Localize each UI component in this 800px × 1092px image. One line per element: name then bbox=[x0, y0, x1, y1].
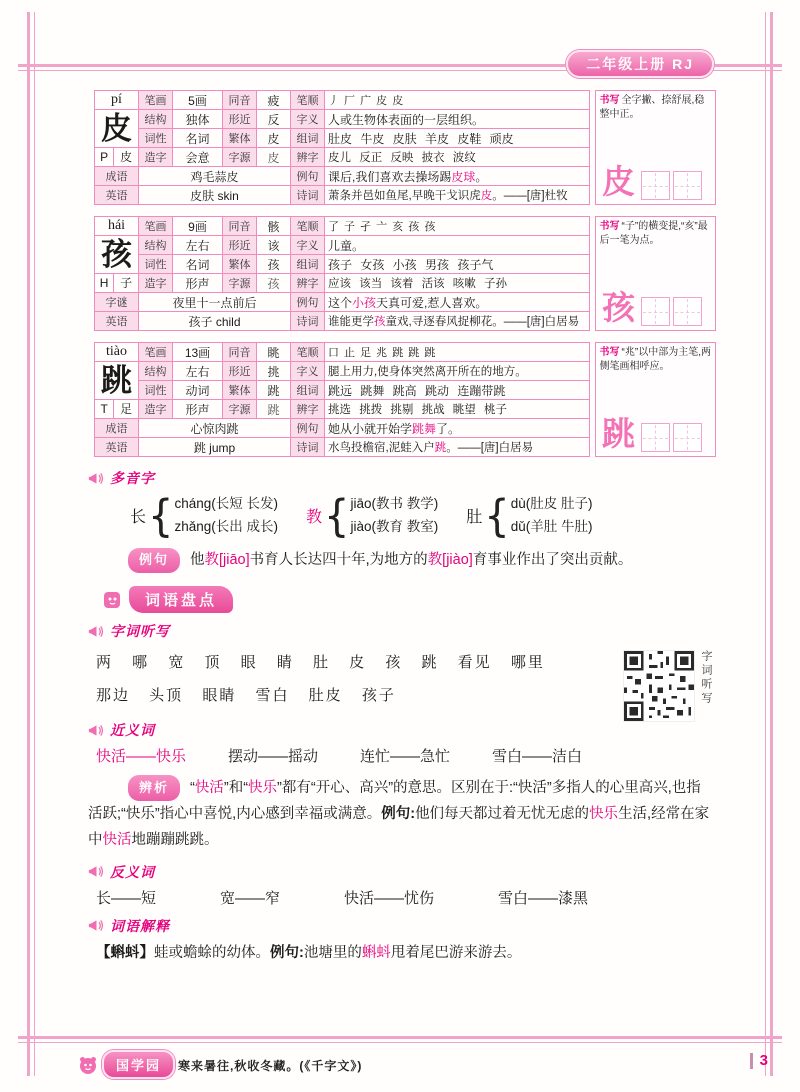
index-letter: H bbox=[95, 274, 114, 292]
writing-tip-label: 书写 bbox=[599, 221, 620, 232]
dictation-line: 两 哪 宽 顶 眼 睛 肚 皮 孩 跳 看见 哪里 bbox=[96, 654, 545, 672]
pos: 动词 bbox=[173, 381, 223, 400]
idiom: 心惊肉跳 bbox=[139, 419, 291, 438]
similar-form: 挑 bbox=[257, 362, 291, 381]
section-title: 多音字 bbox=[110, 470, 155, 486]
formation: 会意 bbox=[173, 148, 223, 167]
riddle: 夜里十一点前后 bbox=[139, 293, 291, 312]
example-badge: 例句 bbox=[128, 548, 180, 573]
discrimination-text: “快活”和“快乐”都有“开心、高兴”的意思。区别在于:“快活”多指人的心里高兴,也指活跃;“快乐”指心中喜悦,内心感到幸福或满意。例句:他们每天都过着无忧无虑的快乐生活,经常在家中快活地蹦蹦跳跳。 bbox=[88, 780, 710, 849]
english-label: 英语 bbox=[95, 312, 139, 331]
index-cell bbox=[95, 274, 139, 293]
stroke-count: 9画 bbox=[173, 217, 223, 236]
index-wrap bbox=[95, 148, 138, 166]
stroke-count: 13画 bbox=[173, 343, 223, 362]
section-title: 字词听写 bbox=[110, 623, 170, 640]
dictation-line: 那边 头顶 眼睛 雪白 肚皮 孩子 bbox=[96, 687, 396, 705]
poem-label: 诗词 bbox=[291, 312, 325, 331]
seal-script-glyph: 孩 bbox=[257, 274, 291, 293]
stroke-count-label: 笔画 bbox=[139, 91, 173, 110]
index-wrap bbox=[95, 400, 138, 418]
stroke-order: 口 止 足 兆 跳 跳 跳 bbox=[325, 343, 590, 362]
poem: 水鸟投檐宿,泥蛙入户跳。——[唐]白居易 bbox=[325, 438, 590, 457]
stroke-order: 丿 厂 广 皮 皮 bbox=[325, 91, 590, 110]
writing-tip-text: 全字撇、捺舒展,稳整中正。 bbox=[599, 95, 705, 120]
reading-line: jiào(教育 教室) bbox=[350, 518, 439, 534]
index-character: 子 bbox=[120, 276, 133, 290]
main-character: 跳 bbox=[95, 362, 139, 400]
writing-tip bbox=[600, 94, 711, 122]
word-roundup-badge: 词语盘点 bbox=[129, 586, 233, 613]
formation-label: 造字 bbox=[139, 274, 173, 293]
formation-label: 造字 bbox=[139, 400, 173, 419]
poem-label: 诗词 bbox=[291, 438, 325, 457]
polyphone-group bbox=[130, 490, 278, 542]
example-sentence: 这个小孩天真可爱,惹人喜欢。 bbox=[325, 293, 590, 312]
character-table-hai bbox=[94, 216, 590, 331]
index-cell bbox=[95, 400, 139, 419]
pinyin: hái bbox=[95, 217, 139, 236]
discriminate-words: 挑选 挑拨 挑剔 挑战 眺望 桃子 bbox=[325, 400, 590, 419]
section-head-synonyms bbox=[88, 720, 716, 740]
right-inner-border-line bbox=[765, 12, 766, 1076]
idiom-label: 成语 bbox=[95, 419, 139, 438]
stroke-count: 5画 bbox=[173, 91, 223, 110]
model-character: 孩 bbox=[602, 291, 636, 327]
poem: 谁能更学孩童戏,寻逐春风捉柳花。——[唐]白居易 bbox=[325, 312, 590, 331]
practice-row bbox=[600, 167, 711, 200]
practice-row bbox=[600, 419, 711, 452]
word-roundup-head bbox=[102, 586, 716, 613]
structure-label: 结构 bbox=[139, 362, 173, 381]
character-block-pi bbox=[94, 90, 716, 205]
example-label: 例句 bbox=[291, 419, 325, 438]
edition-badge: 二年级上册 RJ bbox=[566, 50, 714, 78]
writing-tip-panel bbox=[595, 216, 716, 331]
discriminate-label: 辨字 bbox=[291, 148, 325, 167]
stroke-order: 了 子 孑 亠 亥 孩 孩 bbox=[325, 217, 590, 236]
structure: 左右 bbox=[173, 236, 223, 255]
pos-label: 词性 bbox=[139, 255, 173, 274]
practice-row bbox=[600, 293, 711, 326]
writing-grid-cell bbox=[673, 297, 702, 326]
stroke-count-label: 笔画 bbox=[139, 217, 173, 236]
meaning-label: 字义 bbox=[291, 110, 325, 129]
index-wrap bbox=[95, 274, 138, 292]
main-character: 皮 bbox=[95, 110, 139, 148]
index-character: 皮 bbox=[120, 150, 133, 164]
reading-line: jiāo(教书 教学) bbox=[350, 496, 439, 511]
pos-label: 词性 bbox=[139, 129, 173, 148]
example-sentence: 她从小就开始学跳舞了。 bbox=[325, 419, 590, 438]
homophone: 骸 bbox=[257, 217, 291, 236]
traditional: 跳 bbox=[257, 381, 291, 400]
section-head-definitions bbox=[88, 916, 716, 936]
character-table-tiao bbox=[94, 342, 590, 457]
discriminate-label: 辨字 bbox=[291, 274, 325, 293]
qr-caption: 字词听写 bbox=[700, 650, 712, 707]
writing-tip-text: “兆”以中部为主笔,两侧笔画相呼应。 bbox=[599, 347, 711, 372]
page-content bbox=[88, 90, 716, 965]
model-character: 皮 bbox=[602, 165, 636, 201]
similar-form: 该 bbox=[257, 236, 291, 255]
section-head-polyphone bbox=[88, 468, 716, 488]
writing-grid-cell bbox=[673, 171, 702, 200]
poem: 萧条并邑如鱼尾,早晚干戈识虎皮。——[唐]杜牧 bbox=[325, 186, 590, 205]
homophone: 疲 bbox=[257, 91, 291, 110]
section-head-antonyms bbox=[88, 862, 716, 882]
stroke-order-label: 笔顺 bbox=[291, 91, 325, 110]
index-letter: P bbox=[95, 148, 114, 166]
writing-grid-cell bbox=[641, 171, 670, 200]
homophone-label: 同音 bbox=[223, 91, 257, 110]
poem-label: 诗词 bbox=[291, 186, 325, 205]
pinyin: pí bbox=[95, 91, 139, 110]
megaphone-icon bbox=[88, 470, 105, 487]
structure-label: 结构 bbox=[139, 236, 173, 255]
left-inner-border-line bbox=[34, 12, 35, 1076]
reading-line: zhǎng(长出 成长) bbox=[174, 518, 278, 534]
antonym-pairs: 长——短 宽——窄 快活——忧伤 雪白——漆黑 bbox=[96, 889, 589, 907]
seal-script-glyph: 跳 bbox=[257, 400, 291, 419]
words-label: 组词 bbox=[291, 129, 325, 148]
model-character: 跳 bbox=[602, 417, 636, 453]
reading-line: cháng(长短 长发) bbox=[174, 496, 278, 511]
example-sentence: 课后,我们喜欢去操场踢皮球。 bbox=[325, 167, 590, 186]
polyphone-readings bbox=[511, 493, 593, 539]
brand-badge: 国学园 bbox=[102, 1050, 175, 1079]
writing-tip-label: 书写 bbox=[599, 95, 620, 106]
polyphone-example bbox=[88, 548, 712, 573]
mascot-icon bbox=[78, 1055, 98, 1075]
pos-label: 词性 bbox=[139, 381, 173, 400]
traditional-label: 繁体 bbox=[223, 381, 257, 400]
homophone: 眺 bbox=[257, 343, 291, 362]
polyphone-character: 教 bbox=[306, 509, 323, 527]
writing-grid-cell bbox=[641, 423, 670, 452]
english: 跳 jump bbox=[139, 438, 291, 457]
discrimination-note bbox=[88, 775, 712, 853]
formation: 形声 bbox=[173, 274, 223, 293]
riddle-label: 字谜 bbox=[95, 293, 139, 312]
writing-grid-cell bbox=[641, 297, 670, 326]
footer-rule-thick bbox=[18, 1036, 782, 1039]
etymology-label: 字源 bbox=[223, 400, 257, 419]
homophone-label: 同音 bbox=[223, 217, 257, 236]
traditional-label: 繁体 bbox=[223, 255, 257, 274]
etymology-label: 字源 bbox=[223, 148, 257, 167]
traditional-label: 繁体 bbox=[223, 129, 257, 148]
footer-rule-thin bbox=[18, 1042, 782, 1043]
brace: { bbox=[484, 490, 510, 542]
similar-form-label: 形近 bbox=[223, 362, 257, 381]
index-cell bbox=[95, 148, 139, 167]
meaning: 儿童。 bbox=[325, 236, 590, 255]
writing-tip bbox=[600, 346, 711, 374]
structure: 独体 bbox=[173, 110, 223, 129]
etymology-label: 字源 bbox=[223, 274, 257, 293]
similar-form-label: 形近 bbox=[223, 110, 257, 129]
brand-block bbox=[78, 1050, 175, 1079]
discriminate-label: 辨字 bbox=[291, 400, 325, 419]
page-number-block bbox=[750, 1052, 768, 1069]
polyphone-readings bbox=[174, 493, 278, 539]
example-label: 例句 bbox=[291, 167, 325, 186]
similar-form-label: 形近 bbox=[223, 236, 257, 255]
megaphone-icon bbox=[88, 722, 105, 739]
synonym-pairs: 快活——快乐 摆动——摇动 连忙——急忙 雪白——洁白 bbox=[96, 748, 583, 766]
writing-tip bbox=[600, 220, 711, 248]
character-block-hai bbox=[94, 216, 716, 331]
character-table-pi bbox=[94, 90, 590, 205]
polyphone-groups bbox=[130, 490, 716, 542]
pinyin: tiào bbox=[95, 343, 139, 362]
polyphone-group bbox=[466, 490, 593, 542]
brace: { bbox=[324, 490, 350, 542]
page-number: 3 bbox=[759, 1052, 768, 1069]
idiom-label: 成语 bbox=[95, 167, 139, 186]
polyphone-character: 肚 bbox=[466, 509, 483, 527]
polyphone-character: 长 bbox=[130, 509, 147, 527]
traditional: 孩 bbox=[257, 255, 291, 274]
words: 孩子 女孩 小孩 男孩 孩子气 bbox=[325, 255, 590, 274]
polyphone-group bbox=[306, 490, 439, 542]
english-label: 英语 bbox=[95, 186, 139, 205]
writing-tip-label: 书写 bbox=[599, 347, 620, 358]
example-text: 他教[jiāo]书育人长达四十年,为地方的教[jiào]育事业作出了突出贡献。 bbox=[190, 551, 633, 568]
stamp-icon bbox=[102, 590, 122, 610]
megaphone-icon bbox=[88, 863, 105, 880]
reading-line: dù(肚皮 肚子) bbox=[510, 496, 593, 511]
writing-tip-text: “子”的横变提,“亥”最后一笔为点。 bbox=[599, 221, 708, 246]
stroke-count-label: 笔画 bbox=[139, 343, 173, 362]
writing-tip-panel bbox=[595, 90, 716, 205]
words-label: 组词 bbox=[291, 381, 325, 400]
structure: 左右 bbox=[173, 362, 223, 381]
index-character: 足 bbox=[120, 402, 133, 416]
section-head-dictation bbox=[88, 621, 716, 641]
polyphone-readings bbox=[350, 493, 438, 539]
similar-form: 反 bbox=[257, 110, 291, 129]
page-number-bar bbox=[750, 1053, 753, 1069]
discrimination-badge: 辨析 bbox=[128, 775, 180, 800]
qr-code bbox=[623, 650, 695, 722]
words-label: 组词 bbox=[291, 255, 325, 274]
example-label: 例句 bbox=[291, 293, 325, 312]
seal-script-glyph: 皮 bbox=[257, 148, 291, 167]
idiom: 鸡毛蒜皮 bbox=[139, 167, 291, 186]
formation: 形声 bbox=[173, 400, 223, 419]
words: 跳远 跳舞 跳高 跳动 连蹦带跳 bbox=[325, 381, 590, 400]
brace: { bbox=[148, 490, 174, 542]
meaning-label: 字义 bbox=[291, 236, 325, 255]
meaning: 人或生物体表面的一层组织。 bbox=[325, 110, 590, 129]
structure-label: 结构 bbox=[139, 110, 173, 129]
main-character: 孩 bbox=[95, 236, 139, 274]
left-outer-border-line bbox=[27, 12, 30, 1076]
formation-label: 造字 bbox=[139, 148, 173, 167]
writing-grid-cell bbox=[673, 423, 702, 452]
right-outer-border-line bbox=[770, 12, 773, 1076]
english: 皮肤 skin bbox=[139, 186, 291, 205]
definition-line: 【蝌蚪】蛙或蟾蜍的幼体。例句:池塘里的蝌蚪甩着尾巴游来游去。 bbox=[96, 944, 522, 961]
stroke-order-label: 笔顺 bbox=[291, 343, 325, 362]
meaning: 腿上用力,使身体突然离开所在的地方。 bbox=[325, 362, 590, 381]
meaning-label: 字义 bbox=[291, 362, 325, 381]
pos: 名词 bbox=[173, 129, 223, 148]
discriminate-words: 皮儿 反正 反映 披衣 波纹 bbox=[325, 148, 590, 167]
english-label: 英语 bbox=[95, 438, 139, 457]
section-title: 反义词 bbox=[110, 863, 155, 880]
megaphone-icon bbox=[88, 623, 105, 640]
footer-quote: 寒来暑往,秋收冬藏。(《千字文》) bbox=[178, 1059, 363, 1073]
writing-tip-panel bbox=[595, 342, 716, 457]
stroke-order-label: 笔顺 bbox=[291, 217, 325, 236]
dictation-body bbox=[96, 646, 716, 712]
traditional: 皮 bbox=[257, 129, 291, 148]
qr-block bbox=[623, 650, 714, 722]
homophone-label: 同音 bbox=[223, 343, 257, 362]
reading-line: dǔ(羊肚 牛肚) bbox=[510, 518, 593, 534]
section-title: 词语解释 bbox=[110, 917, 170, 934]
english: 孩子 child bbox=[139, 312, 291, 331]
words: 肚皮 牛皮 皮肤 羊皮 皮鞋 顽皮 bbox=[325, 129, 590, 148]
index-letter: T bbox=[95, 400, 114, 418]
discriminate-words: 应该 该当 该着 活该 咳嗽 子孙 bbox=[325, 274, 590, 293]
megaphone-icon bbox=[88, 917, 105, 934]
pos: 名词 bbox=[173, 255, 223, 274]
section-title: 近义词 bbox=[110, 722, 155, 739]
character-block-tiao bbox=[94, 342, 716, 457]
